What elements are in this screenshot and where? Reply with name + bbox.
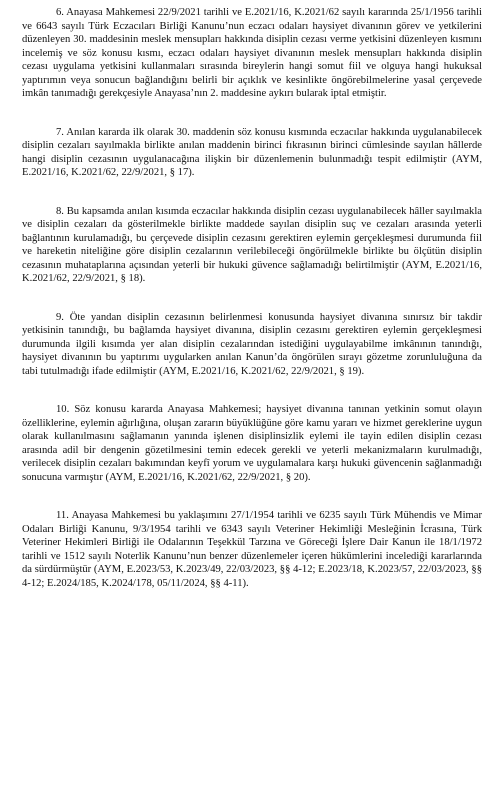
paragraph-gap xyxy=(22,286,482,311)
paragraph-gap xyxy=(22,484,482,509)
paragraph-10: 10. Söz konusu kararda Anayasa Mahkemesi; haysiyet divanına tanınan yetkinin somut olayın özelliklerine, eylemin ağırlığına, oluşan zararın büyüklüğüne göre kamu yararı ve hizmet gereklerine uygun olarak kullanılmasını sağlamanın yanında işlenen disiplinsizlik eylemi ile tayin edilen disiplin cezası arasında adil bir dengenin gözetilmesini temin edecek gerekli ve yeterli mekanizmaların kurulmadığı, verilecek disiplin cezaları bakımından keyfî yorum ve uygulamalara karşı hukuki güvencenin sağlanmadığı sonucuna varmıştır (AYM, E.2021/16, K.2021/62, 22/9/2021, § 20). xyxy=(22,404,482,483)
paragraph-11: 11. Anayasa Mahkemesi bu yaklaşımını 27/1/1954 tarihli ve 6235 sayılı Türk Mühendis ve Mimar Odaları Birliği Kanunu, 9/3/1954 tarihli ve 6343 sayılı Veteriner Hekimliği Mesleğinin İcrasına, Türk Veteriner Hekimleri Birliği ile Odalarının Teşekkül Tarzına ve Göreceği İşlere Dair Kanun ile 18/1/1972 tarihli ve 1512 sayılı Noterlik Kanunu’nun benzer düzenlemeler içeren hükümlerini incelediği kararlarında da sürdürmüştür (AYM, E.2023/53, K.2023/49, 22/03/2023, §§ 4-12; E.2023/18, K.2023/57, 22/03/2023, §§ 4-12; E.2024/185, K.2024/178, 05/11/2024, §§ 4-11). xyxy=(22,510,482,589)
paragraph-6: 6. Anayasa Mahkemesi 22/9/2021 tarihli ve E.2021/16, K.2021/62 sayılı kararında 25/1/1956 tarihli ve 6643 sayılı Türk Eczacıları Birliği Kanunu’nun eczacı odaları haysiyet divanının görev ve yetkilerini düzenleyen 30. maddesinin meslek mensupları hakkında disiplin cezası verme yetkisini düzenleyen kısmını incelemiş ve söz konusu kısmı, eczacı odaları haysiyet divanının meslek mensupları hakkında disiplin cezası uygulama yetkisini kullanmaları sırasında bireylerin hangi somut fiil ve olguya hangi hukuksal yaptırımın veya sonucun bağlandığını belirli bir açıklık ve kesinlikte öngörebilmelerine yasal çerçevede imkân tanımadığı gerekçesiyle Anayasa’nın 2. maddesine aykırı bularak iptal etmiştir. xyxy=(22,7,482,99)
paragraph-gap xyxy=(22,101,482,126)
paragraph-gap xyxy=(22,378,482,403)
paragraph-gap xyxy=(22,180,482,205)
paragraph-8: 8. Bu kapsamda anılan kısımda eczacılar hakkında disiplin cezası uygulanabilecek hâller sayılmakla ve disiplin cezaları da gösterilmekle birlikte maddede sayılan disiplin suç ve cezaları arasında yeterli bağlantının kurulamadığı, bu çerçevede disiplin cezasını gerektiren eylemin gerçekleşmesi durumunda fiil ve hareketin niteliğine göre disiplin cezalarının verilebileceği öngörülmekle birlikte bu ölçütün disiplin cezasının muhataplarına açısından yeterli bir hukuki güvence sağlamadığı belirtilmiştir (AYM, E.2021/16, K.2021/62, 22/9/2021, § 18). xyxy=(22,205,482,284)
paragraph-7: 7. Anılan kararda ilk olarak 30. maddenin söz konusu kısmında eczacılar hakkında uygulanabilecek disiplin cezaları sayılmakla birlikte anılan maddenin birinci fıkrasının birinci cümlesinde sayılan hâllerde hangi disiplin cezasının uygulanacağına ilişkin bir düzenlemenin bulunmadığı tespit edilmiştir (AYM, E.2021/16, K.2021/62, 22/9/2021, § 17). xyxy=(22,126,482,178)
paragraph-9: 9. Öte yandan disiplin cezasının belirlenmesi konusunda haysiyet divanına sınırsız bir takdir yetkisinin tanındığı, bu bağlamda haysiyet divanına, disiplin cezasını gerektiren eylemin gerçekleşmesi durumunda ilgili kısımda yer alan disiplin cezalarından istediğini uygulayabilme imkânının tanındığı, haysiyet divanının bu yaptırımı uygularken anılan Kanun’da öngörülen sırayı gözetme zorunluluğuna da tabi tutulmadığı ifade edilmiştir (AYM, E.2021/16, K.2021/62, 22/9/2021, § 19). xyxy=(22,311,482,377)
